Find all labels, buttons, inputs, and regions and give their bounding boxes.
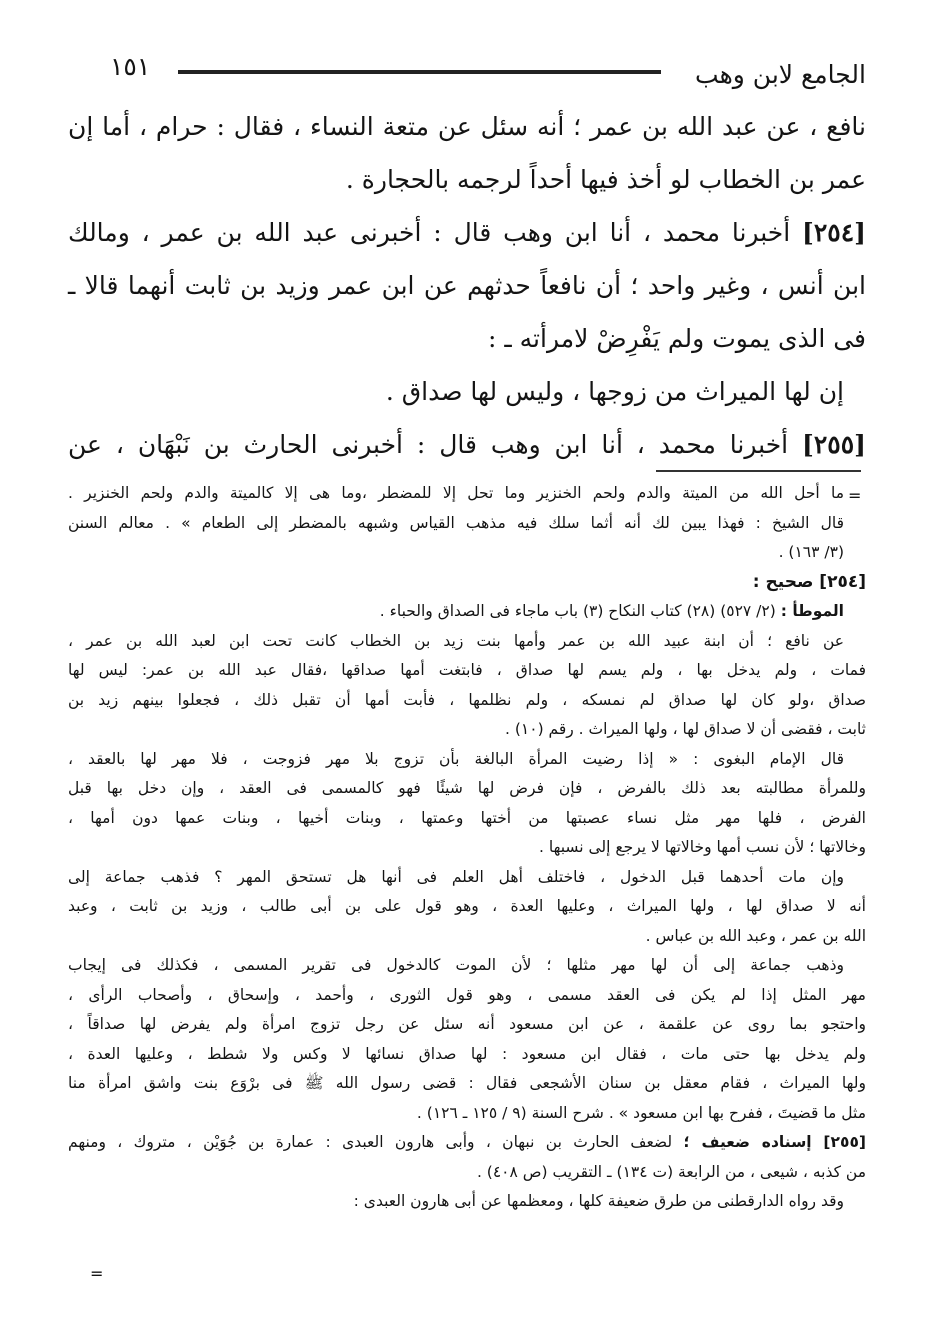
- hadith-254: [68, 206, 866, 259]
- footnote-line: ما أحل الله من الميتة والدم ولحم الخنزير وما تحل إلا للمضطر ،وما هى إلا كالميتة والدم ولحم الخنزير .: [68, 484, 844, 502]
- running-title: الجامع لابن وهب: [695, 60, 866, 89]
- main-line: عمر بن الخطاب لو أخذ فيها أحداً لرجمه بالحجارة .: [345, 165, 866, 194]
- footnote-line: وذهب جماعة إلى أن لها مهر مثلها ؛ لأن الموت كالدخول فى تقرير المسمى ، فكذلك فى إيجاب: [68, 956, 844, 974]
- main-line: ابن أنس ، وغير واحد ؛ أن نافعاً حدثهم عن ابن عمر وزيد بن ثابت أنهما قالا ـ: [68, 271, 866, 300]
- footnote-line: قال الإمام البغوى : « إذا رضيت المرأة البالغة بأن تزوج بلا مهر فزوجت ، فلا مهر لها بالعقد ،: [68, 749, 844, 768]
- main-line: فى الذى يموت ولم يَفْرِضْ لامرأته ـ :: [488, 324, 866, 353]
- main-line: إن لها الميراث من زوجها ، وليس لها صداق .: [385, 377, 844, 406]
- main-line: أخبرنا محمد ، أنا ابن وهب قال : أخبرنى الحارث بن نَبْهَان ، عن: [68, 430, 789, 459]
- footnote-line: ولم يدخل بها حتى مات ، فقال ابن مسعود : لها صداق نسائها لا وكس ولا شطط ، وعليها العدة ،: [68, 1044, 866, 1063]
- hadith-number: [٢٥٥]: [802, 430, 866, 459]
- footnote-line: واحتجو بما روى عن علقمة ، عن ابن مسعود أنه سئل عن رجل تزوج امرأة ولم يفرض لها صداقاً ،: [68, 1015, 866, 1033]
- continuation-mark: =: [90, 1264, 104, 1283]
- hadith-255: [68, 418, 866, 471]
- main-text: [68, 100, 866, 471]
- note-255-label: [٢٥٥] إسناده ضعيف ؛: [683, 1133, 867, 1151]
- footnote-line: عن نافع ؛ أن ابنة عبيد الله بن عمر وأمها بنت زيد بن الخطاب كانت تحت ابن لعبد الله بن عمر ،: [68, 631, 844, 650]
- footnote-line: الفرض ، فلها مهر مثل نساء عصبتها من أختها وعمتها ، وبنات أخيها ، وبنات عمها دون أمها ،: [68, 808, 866, 827]
- footnote-line: من كذبه ، شيعى ، من الرابعة (ت ١٣٤) ـ التقريب (ص ٤٠٨) .: [476, 1162, 866, 1181]
- note-255: [68, 1128, 866, 1158]
- footnote-line: صداق ،ولو كان لها صداق لم نمسكه ، ولم نظلمها ، فأبت أمها أن تقبل ذلك ، فجعلوا بينهم زيد بن: [68, 690, 866, 709]
- footnote-line: (٣/ ١٦٣) .: [778, 543, 844, 561]
- continuation-mark: =: [848, 486, 862, 505]
- footnote-separator: [656, 470, 861, 472]
- footnote-line: مثل ما قضيتَ ، ففرح بها ابن مسعود » . شرح السنة (٩ / ١٢٥ ـ ١٢٦) .: [416, 1103, 866, 1122]
- header-rule: [178, 70, 661, 74]
- source-text: (٢/ ٥٢٧) (٢٨) كتاب النكاح (٣) باب ماجاء فى الصداق والحباء .: [379, 602, 776, 620]
- footnote-line: لضعف الحارث بن نبهان ، وأبى هارون العبدى : عمارة بن جُوَيْن ، متروك ، ومنهم: [68, 1133, 673, 1151]
- page-number: ١٥١: [110, 52, 151, 81]
- footnote-line: وخالاتها ؛ لأن نسب أمها وخالاتها لا يرجع إلى نسبها .: [539, 838, 866, 856]
- footnote-line: مهر المثل إذا لم يكن فى العقد مسمى ، وهو قول الثورى ، وأحمد ، وإسحاق ، وأصحاب الرأى ،: [68, 985, 866, 1004]
- source-label: الموطأ :: [780, 602, 844, 620]
- hadith-number: [٢٥٤]: [802, 218, 866, 247]
- footnote-line: ثابت ، فقضى أن لا صداق لها ، ولها الميراث . رقم (١٠) .: [505, 720, 866, 738]
- footnote-line: أنه لا صداق لها ، ولها الميراث ، وعليها العدة ، وهو قول على بن أبى طالب ، وزيد بن ثابت ، وعبد: [68, 897, 866, 915]
- page-header: [110, 52, 866, 94]
- note-254-label: [٢٥٤] صحيح :: [752, 571, 866, 592]
- note-254-source: [68, 597, 866, 627]
- footnote-line: الله بن عمر ، وعبد الله بن عباس .: [645, 926, 866, 945]
- main-line: نافع ، عن عبد الله بن عمر ؛ أنه سئل عن متعة النساء ، فقال : حرام ، أما إن: [68, 112, 866, 141]
- footnote-line: قال الشيخ : فهذا يبين لك أنه أثما سلك فيه مذهب القياس وشبهه بالمضطر إلى الطعام » . معالم السنن: [68, 513, 844, 532]
- footnote-line: وللمرأة مطالبته بعد ذلك بالفرض ، فإن فرض لها شيئًا فهو كالمسمى فى العقد ، وإن دخل بها قبل: [68, 779, 866, 797]
- footnote-line: وإن مات أحدهما قبل الدخول ، فاختلف أهل العلم فى أنها هل تستحق المهر ؟ فذهب جماعة إلى: [68, 867, 844, 886]
- footnotes: [68, 479, 866, 1217]
- footnote-line: ولها الميراث ، فقام معقل بن سنان الأشجعى فقال : قضى رسول الله ﷺ فى برْوَع بنت واشق امرأة منا: [68, 1074, 866, 1092]
- footnote-line: وقد رواه الدارقطنى من طرق ضعيفة كلها ، ومعظمها عن أبى هارون العبدى :: [353, 1192, 844, 1210]
- footnote-line: فمات ، ولم يدخل بها ، ولم يسم لها صداق ، فابتغت أمها صداقها ،فقال عبد الله بن عمر: ليس لها: [68, 661, 866, 679]
- main-line: أخبرنا محمد ، أنا ابن وهب قال : أخبرنى عبد الله بن عمر ، ومالك: [68, 218, 791, 247]
